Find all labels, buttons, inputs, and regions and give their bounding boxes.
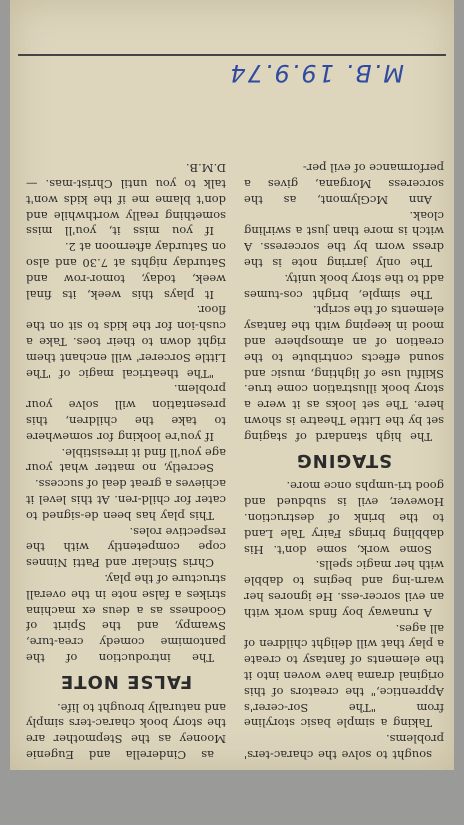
article-paragraph: If you miss it, you'll miss something really worthwhile and don't blame me if the kids won't talk to you until Christ-mas. — D.M.B. (26, 161, 226, 239)
article-paragraph: It plays this week, its final week, today, tomor-row and Saturday nights at 7.30 and also on Saturday afternoon at 2. (26, 240, 226, 302)
handwritten-date-note: M.B. 19.9.74 (228, 59, 404, 87)
article-paragraph: Some work, some don't. His dabbling brings Fairy Tale Land to the brink of destruction. However, evil is subdued and good tri-umphs once more. (244, 479, 444, 557)
newspaper-clipping (10, 0, 454, 770)
article-paragraph: A runaway boy finds work with an evil sorcer-ess. He ignores her warn-ing and begins to dabble with her magic spells. (244, 558, 444, 620)
article-paragraph: The simple, bright cos-tumes add to the story book unity. (244, 271, 444, 302)
article-paragraph: Secretly, no matter what your age you'll find it irresistible. (26, 445, 226, 476)
section-heading-false-note: FALSE NOTE (59, 670, 193, 692)
article-paragraph: Chris Sinclair and Patti Ninnes cope competently with the respective roles. (26, 524, 226, 571)
article-paragraph: The high standard of staging set by the Little Theatre is shown here. The set looks as it were a story book illustration come true. Skilful use of lighting, music and sound effects contribute to the creation of an atmosphere and mood in keeping with the fantasy elements of the script. (244, 303, 444, 444)
article-column-right (26, 62, 226, 762)
article-paragraph: "The theatrical magic of 'The Little Sorcerer' will enchant them right down to their toes. Take a cush-ion for the kids to sit on the floor. (26, 303, 226, 381)
article-paragraph: Ann McGlymont, as the sorceress Morgana, gives a performance of evil per- (244, 161, 444, 207)
article-paragraph: The only jarring note is the dress worn by the sorceress. A witch is more than just a swirling cloak. (244, 208, 444, 271)
section-heading-staging: STAGING (295, 449, 393, 471)
article-paragraph: If you're looking for somewhere to take the children, this presentation will solve your problem. (26, 382, 226, 444)
article-paragraph: as Cinderella and Eugenie Mooney as the Stepmother are the story book charac-ters simply and naturally brought to life. (26, 700, 226, 762)
article-paragraph: sought to solve the charac-ters' problems. (244, 732, 444, 762)
article-paragraph: Taking a simple basic storyline from "The Sor-cerer's Apprentice," the creators of this original drama have woven into it the elements of fantasy to create a play that will delight children of all ages. (244, 621, 444, 731)
article-paragraph: The introduction of the pantomime comedy crea-ture, Swampy, and the Spirit of Goodness as a deus ex machina strikes a false note in the overall structure of the play. (26, 572, 226, 666)
article-paragraph: This play has been de-signed to cater for child-ren. At this level it achieves a great deal of success. (26, 477, 226, 523)
article-column-left (244, 62, 444, 762)
